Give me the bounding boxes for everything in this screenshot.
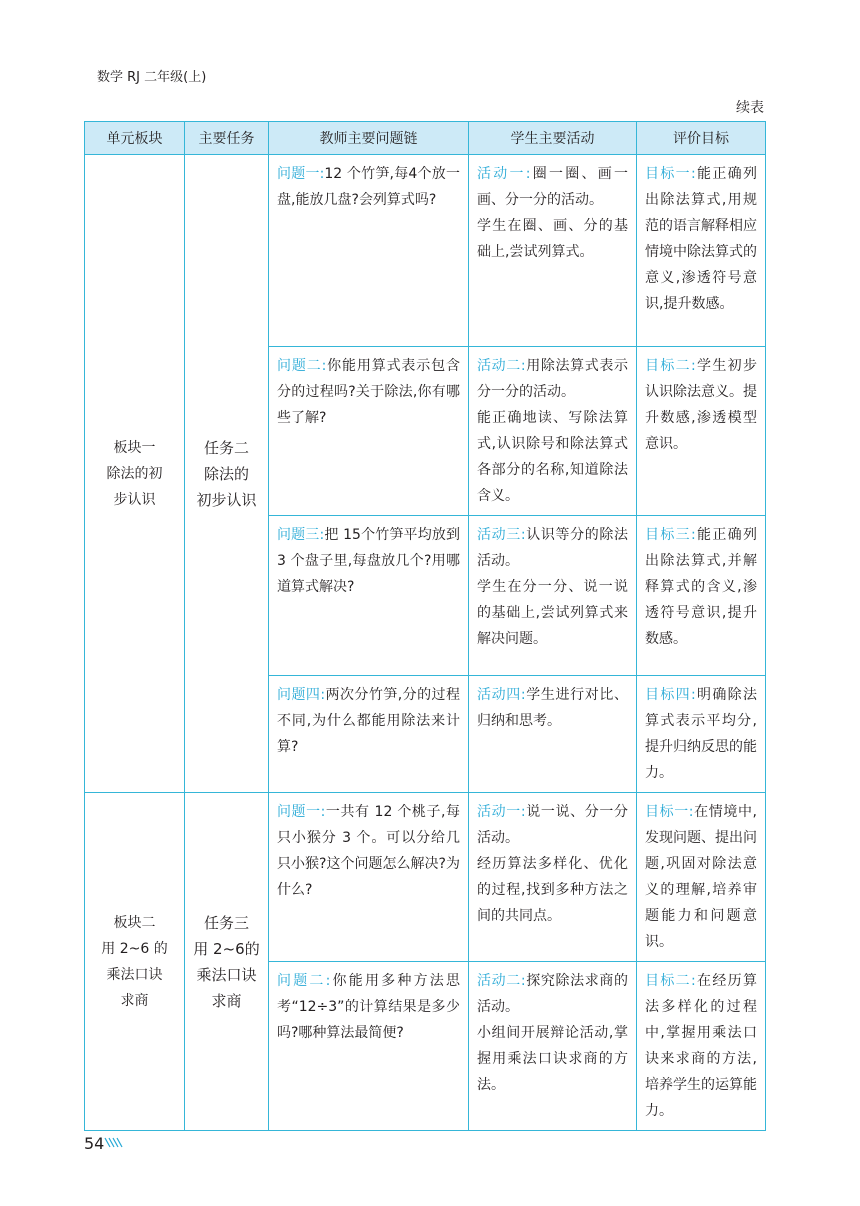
goal-text: 能正确列出除法算式,并解释算式的含义,渗透符号意识,提升数感。 xyxy=(645,527,758,647)
activity-text: 说一说、分一分活动。 经历算法多样化、优化的过程,找到多种方法之间的共同点。 xyxy=(477,804,629,924)
goal-text: 能正确列出除法算式,用规范的语言解释相应情境中除法算式的意义,渗透符号意识,提升数感。 xyxy=(645,166,758,312)
activity-label: 活动三: xyxy=(477,527,526,543)
question-text: 12 个竹笋,每4个放一盘,能放几盘?会列算式吗? xyxy=(277,166,461,208)
goal-label: 目标二: xyxy=(645,358,696,374)
table-row xyxy=(85,155,766,347)
book-header: 数学 RJ 二年级(上) xyxy=(97,70,207,85)
activity-text: 认识等分的除法活动。 学生在分一分、说一说的基础上,尝试列算式来解决问题。 xyxy=(477,527,629,647)
activity-text: 探究除法求商的活动。 小组间开展辩论活动,掌握用乘法口诀求商的方法。 xyxy=(477,973,629,1093)
question-text: 你能用算式表示包含分的过程吗?关于除法,你有哪些了解? xyxy=(277,358,461,426)
lesson-plan-table xyxy=(84,121,766,1131)
goal-label: 目标一: xyxy=(645,166,696,182)
goal-cell xyxy=(637,962,766,1131)
column-header: 单元板块 xyxy=(85,122,185,155)
activity-cell xyxy=(469,516,637,676)
activity-text: 学生进行对比、归纳和思考。 xyxy=(477,687,629,729)
question-text: 把 15个竹笋平均放到 3 个盘子里,每盘放几个?用哪道算式解决? xyxy=(277,527,461,595)
question-cell xyxy=(269,516,469,676)
table-row xyxy=(85,793,766,962)
column-header: 学生主要活动 xyxy=(469,122,637,155)
column-header: 评价目标 xyxy=(637,122,766,155)
activity-cell xyxy=(469,155,637,347)
question-cell xyxy=(269,962,469,1131)
goal-text: 明确除法算式表示平均分,提升归纳反思的能力。 xyxy=(645,687,758,781)
question-cell xyxy=(269,676,469,793)
activity-label: 活动二: xyxy=(477,973,526,989)
activity-cell xyxy=(469,347,637,516)
question-label: 问题四: xyxy=(277,687,326,703)
activity-text: 用除法算式表示分一分的活动。 能正确地读、写除法算式,认识除号和除法算式各部分的名称,知道除法含义。 xyxy=(477,358,629,504)
main-task-cell: 任务二 除法的 初步认识 xyxy=(185,155,269,793)
goal-text: 学生初步认识除法意义。提升数感,渗透模型意识。 xyxy=(645,358,758,452)
question-text: 两次分竹笋,分的过程不同,为什么都能用除法来计算? xyxy=(277,687,460,755)
activity-label: 活动一: xyxy=(477,166,531,182)
table-header-row xyxy=(85,122,766,155)
continued-label: 续表 xyxy=(736,100,764,116)
main-task-cell: 任务三 用 2~6的 乘法口诀 求商 xyxy=(185,793,269,1131)
question-label: 问题一: xyxy=(277,166,325,182)
question-text: 一共有 12 个桃子,每只小猴分 3 个。可以分给几只小猴?这个问题怎么解决?为什么? xyxy=(277,804,460,898)
column-header: 主要任务 xyxy=(185,122,269,155)
unit-block-cell: 板块二 用 2~6 的 乘法口诀 求商 xyxy=(85,793,185,1131)
goal-label: 目标一: xyxy=(645,804,694,820)
goal-label: 目标四: xyxy=(645,687,696,703)
goal-cell xyxy=(637,516,766,676)
page-stripes-icon xyxy=(104,1136,124,1148)
activity-cell xyxy=(469,793,637,962)
unit-block-cell: 板块一 除法的初 步认识 xyxy=(85,155,185,793)
question-label: 问题三: xyxy=(277,527,325,543)
goal-label: 目标二: xyxy=(645,973,696,989)
goal-label: 目标三: xyxy=(645,527,696,543)
goal-text: 在经历算法多样化的过程中,掌握用乘法口诀来求商的方法,培养学生的运算能力。 xyxy=(645,973,758,1119)
page-number: 54 xyxy=(84,1134,105,1153)
goal-cell xyxy=(637,676,766,793)
activity-cell xyxy=(469,962,637,1131)
question-label: 问题一: xyxy=(277,804,326,820)
goal-cell xyxy=(637,155,766,347)
activity-cell xyxy=(469,676,637,793)
question-label: 问题二: xyxy=(277,358,327,374)
goal-cell xyxy=(637,347,766,516)
question-cell xyxy=(269,793,469,962)
column-header: 教师主要问题链 xyxy=(269,122,469,155)
question-cell xyxy=(269,155,469,347)
goal-text: 在情境中,发现问题、提出问题,巩固对除法意义的理解,培养审题能力和问题意识。 xyxy=(645,804,757,950)
question-label: 问题二: xyxy=(277,973,331,989)
activity-label: 活动一: xyxy=(477,804,526,820)
question-cell xyxy=(269,347,469,516)
goal-cell xyxy=(637,793,766,962)
activity-label: 活动四: xyxy=(477,687,526,703)
activity-text: 圈一圈、画一画、分一分的活动。 学生在圈、画、分的基础上,尝试列算式。 xyxy=(477,166,629,260)
activity-label: 活动二: xyxy=(477,358,526,374)
question-text: 你能用多种方法思考“12÷3”的计算结果是多少吗?哪种算法最简便? xyxy=(277,973,461,1041)
